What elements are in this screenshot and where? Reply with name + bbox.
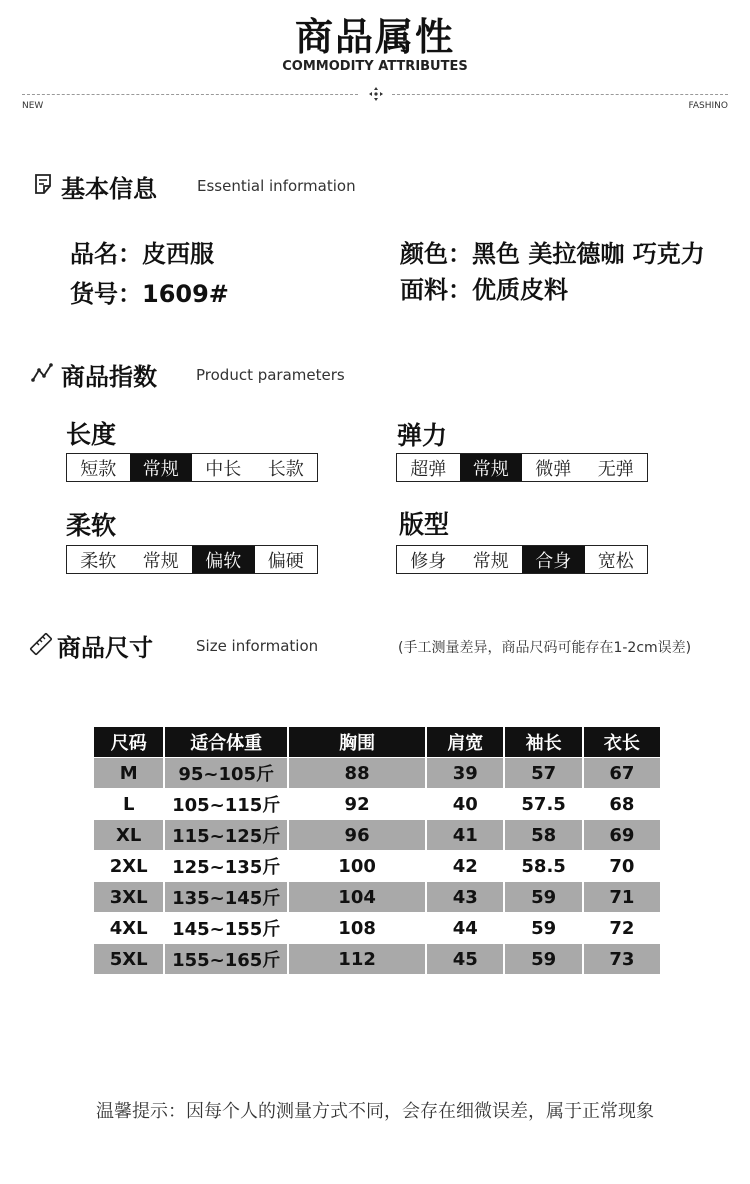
- header-size: 尺码: [94, 727, 163, 757]
- param-option: 柔软: [80, 550, 117, 572]
- params-title: 商品指数: [61, 363, 157, 391]
- size-cell: XL: [94, 820, 163, 850]
- basic-info-title: 基本信息: [61, 175, 157, 203]
- shoulder-cell: 44: [452, 917, 478, 939]
- sleeve-cell: 59: [505, 944, 581, 974]
- param-option: 常规: [130, 454, 193, 481]
- shoulder-cell: 42: [452, 855, 478, 877]
- weight-cell: 105~115斤: [172, 795, 281, 816]
- param-selector-length: [66, 453, 318, 482]
- chest-cell: 92: [344, 793, 370, 815]
- size-table-header: [94, 727, 660, 757]
- shoulder-cell: 45: [427, 944, 503, 974]
- weight-cell: 115~125斤: [165, 820, 286, 850]
- param-option: 短款: [80, 458, 117, 480]
- params-title-en: Product parameters: [196, 366, 345, 384]
- param-label-elasticity: 弹力: [397, 421, 448, 450]
- table-row: [94, 789, 660, 819]
- header-chest: 胸围: [289, 727, 425, 757]
- param-option: 中长: [205, 458, 242, 480]
- product-name: 品名：皮西服: [70, 240, 214, 268]
- trend-line-icon: [31, 361, 53, 383]
- shoulder-cell: 41: [427, 820, 503, 850]
- param-option: 偏软: [192, 546, 255, 573]
- size-cell: 5XL: [94, 944, 163, 974]
- basic-info-title-en: Essential information: [197, 177, 356, 195]
- param-option: 无弹: [597, 458, 634, 480]
- ruler-icon: [29, 632, 53, 656]
- length-cell: 71: [584, 882, 660, 912]
- product-sku: 货号：1609#: [70, 280, 229, 308]
- sleeve-cell: 57: [505, 758, 581, 788]
- length-cell: 68: [609, 793, 635, 815]
- weight-cell: 145~155斤: [172, 919, 281, 940]
- size-table: [92, 726, 662, 975]
- shoulder-cell: 39: [427, 758, 503, 788]
- table-row: [94, 820, 660, 850]
- size-cell: 4XL: [109, 917, 148, 939]
- param-selector-softness: [66, 545, 318, 574]
- chest-cell: 88: [289, 758, 425, 788]
- weight-cell: 155~165斤: [165, 944, 286, 974]
- length-cell: 67: [584, 758, 660, 788]
- sleeve-cell: 58.5: [521, 855, 566, 877]
- param-option: 常规: [460, 454, 523, 481]
- param-option: 宽松: [597, 550, 634, 572]
- weight-cell: 125~135斤: [172, 857, 281, 878]
- page-title: 商品属性: [294, 15, 455, 59]
- param-label-fit: 版型: [399, 510, 450, 539]
- sleeve-cell: 57.5: [521, 793, 566, 815]
- header-length: 衣长: [584, 727, 660, 757]
- size-note: (手工测量差异，商品尺码可能存在1-2cm误差): [398, 640, 692, 656]
- header-shoulder: 肩宽: [427, 727, 503, 757]
- measurement-tip: 温馨提示：因每个人的测量方式不同，会存在细微误差，属于正常现象: [96, 1101, 654, 1122]
- param-option: 修身: [410, 550, 447, 572]
- weight-cell: 95~105斤: [165, 758, 286, 788]
- table-row: [94, 882, 660, 912]
- param-option: 微弹: [535, 458, 572, 480]
- param-option: 偏硬: [267, 550, 304, 572]
- chest-cell: 96: [289, 820, 425, 850]
- move-cross-icon: [368, 86, 384, 102]
- weight-cell: 135~145斤: [165, 882, 286, 912]
- header-divider-right: [392, 94, 728, 95]
- param-option: 常规: [142, 550, 179, 572]
- size-cell: L: [122, 793, 135, 815]
- param-option: 超弹: [410, 458, 447, 480]
- table-row: [94, 758, 660, 788]
- param-label-length: 长度: [66, 420, 117, 449]
- sleeve-cell: 58: [505, 820, 581, 850]
- param-selector-elasticity: [396, 453, 648, 482]
- page-subtitle: COMMODITY ATTRIBUTES: [282, 59, 468, 74]
- header-weight: 适合体重: [165, 727, 286, 757]
- size-title-en: Size information: [196, 637, 319, 655]
- length-cell: 69: [584, 820, 660, 850]
- size-cell: 3XL: [94, 882, 163, 912]
- length-cell: 72: [609, 917, 635, 939]
- header-divider-left: [22, 94, 358, 95]
- length-cell: 73: [584, 944, 660, 974]
- product-color: 颜色：黑色 美拉德咖 巧克力: [400, 240, 705, 268]
- header-right-tag: FASHINO: [688, 101, 728, 111]
- header-sleeve: 袖长: [505, 727, 581, 757]
- table-row: [94, 944, 660, 974]
- table-row: [94, 913, 660, 943]
- product-fabric: 面料：优质皮料: [400, 276, 568, 304]
- sleeve-cell: 59: [505, 882, 581, 912]
- chest-cell: 100: [338, 855, 376, 877]
- chest-cell: 112: [289, 944, 425, 974]
- param-option: 合身: [522, 546, 585, 573]
- document-icon: [33, 173, 55, 195]
- size-title: 商品尺寸: [57, 634, 153, 662]
- size-cell: M: [94, 758, 163, 788]
- param-selector-fit: [396, 545, 648, 574]
- param-option: 常规: [472, 550, 509, 572]
- shoulder-cell: 40: [452, 793, 478, 815]
- length-cell: 70: [609, 855, 635, 877]
- table-row: [94, 851, 660, 881]
- shoulder-cell: 43: [427, 882, 503, 912]
- header-left-tag: NEW: [22, 101, 44, 111]
- chest-cell: 108: [338, 917, 376, 939]
- param-option: 长款: [267, 458, 304, 480]
- chest-cell: 104: [289, 882, 425, 912]
- param-label-softness: 柔软: [66, 511, 117, 540]
- size-cell: 2XL: [109, 855, 148, 877]
- sleeve-cell: 59: [531, 917, 557, 939]
